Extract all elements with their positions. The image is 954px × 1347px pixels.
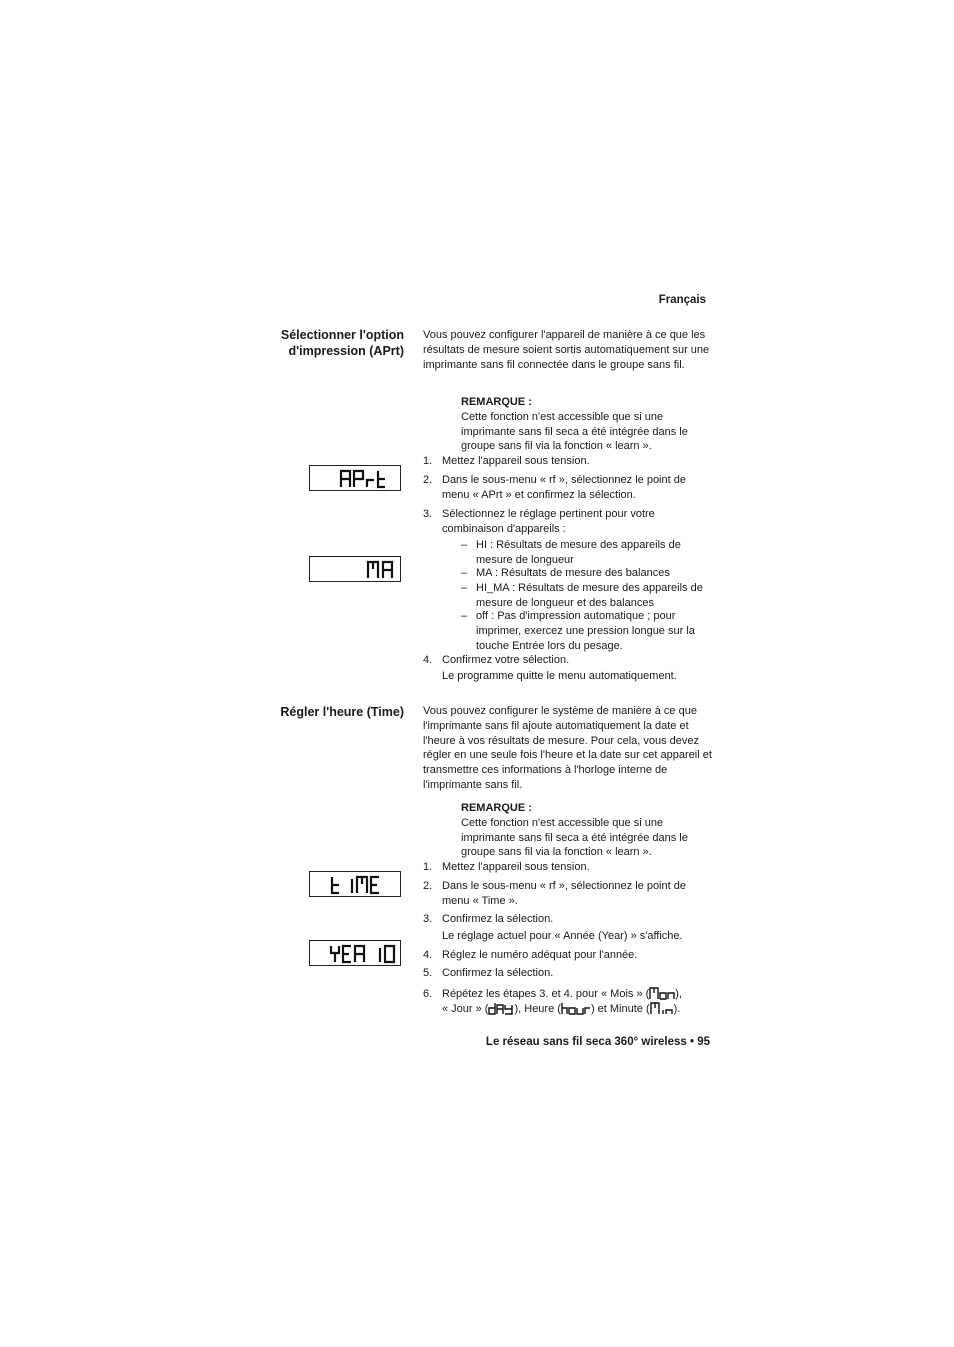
s1-result: Le programme quitte le menu automatiquement. xyxy=(442,670,677,682)
lcd-min-icon xyxy=(650,1002,674,1015)
lcd-display-ma xyxy=(309,556,401,582)
section1-note xyxy=(461,395,713,454)
section-heading-aprt xyxy=(230,327,404,359)
section2-note xyxy=(461,801,713,860)
s2-step-5: 5. Confirmez la sélection. xyxy=(423,967,554,979)
s1-option-off: – off : Pas d'impression automatique ; pour imprimer, exercez une pression longue sur la touche Entrée lors du pesage. xyxy=(461,610,695,652)
lcd-aprt-icon xyxy=(310,466,402,492)
lcd-display-year xyxy=(309,940,401,966)
s2-step-2: 2. Dans le sous-menu « rf », sélectionnez le point de menu « Time ». xyxy=(423,880,686,907)
lcd-ma-icon xyxy=(310,557,402,583)
note-text: Cette fonction n'est accessible que si une imprimante sans fil seca a été intégrée dans le groupe sans fil via la fonction « learn ». xyxy=(461,410,688,453)
s1-option-ma: – MA : Résultats de mesure des balances xyxy=(461,567,670,579)
s2-step-6: 6. Répétez les étapes 3. et 4. pour « Mois » ( ), « Jour » ( ), Heure ( ) et Minute ( ). xyxy=(423,988,683,1015)
s2-step3-result: Le réglage actuel pour « Année (Year) » s'affiche. xyxy=(442,930,683,942)
lcd-day-icon xyxy=(488,1002,514,1015)
s2-step-4: 4. Réglez le numéro adéquat pour l'année. xyxy=(423,949,638,961)
section-heading-time: Régler l'heure (Time) xyxy=(280,705,404,719)
lcd-display-time xyxy=(309,871,401,897)
note-title: REMARQUE : xyxy=(461,802,532,814)
page-language-label: Français xyxy=(658,294,706,306)
lcd-hour-icon xyxy=(561,1002,591,1015)
section1-intro: Vous pouvez configurer l'appareil de manière à ce que les résultats de mesure soient sortis automatiquement sur une imprimante sans fil connectée dans le groupe sans fil. xyxy=(423,329,710,371)
s1-step-1: 1. Mettez l'appareil sous tension. xyxy=(423,455,590,467)
lcd-mon-icon xyxy=(649,987,675,1000)
note-title: REMARQUE : xyxy=(461,396,532,408)
page-footer: Le réseau sans fil seca 360° wireless • 95 xyxy=(485,1036,710,1048)
s1-option-hi: – HI : Résultats de mesure des appareils de mesure de longueur xyxy=(461,539,681,566)
heading-line-1: Sélectionner l'option xyxy=(280,328,404,342)
lcd-display-aprt xyxy=(309,465,401,491)
s2-step-1: 1. Mettez l'appareil sous tension. xyxy=(423,861,590,873)
s1-step-2: 2. Dans le sous-menu « rf », sélectionnez le point de menu « APrt » et confirmez la sélection. xyxy=(423,474,686,501)
section2-intro: Vous pouvez configurer le système de manière à ce que l'imprimante sans fil ajoute automatiquement la date et l'heure à vos résultats de mesure. Pour cela, vous devez régler en une seule fois l'heure et la date sur cet appareil et transmettre ces informations à l'horloge interne de l'imprimante sans fil. xyxy=(423,705,712,791)
s1-option-hi-ma: – HI_MA : Résultats de mesure des appareils de mesure de longueur et des balances xyxy=(461,582,703,609)
lcd-year-icon xyxy=(310,941,402,967)
s2-step-3: 3. Confirmez la sélection. xyxy=(423,913,554,925)
s1-step-3: 3. Sélectionnez le réglage pertinent pour votre combinaison d'appareils : xyxy=(423,508,655,535)
note-text: Cette fonction n'est accessible que si une imprimante sans fil seca a été intégrée dans le groupe sans fil via la fonction « learn ». xyxy=(461,816,688,859)
s1-step-4: 4. Confirmez votre sélection. xyxy=(423,654,570,666)
lcd-time-icon xyxy=(310,872,402,898)
heading-line-2: d'impression (APrt) xyxy=(288,344,404,358)
